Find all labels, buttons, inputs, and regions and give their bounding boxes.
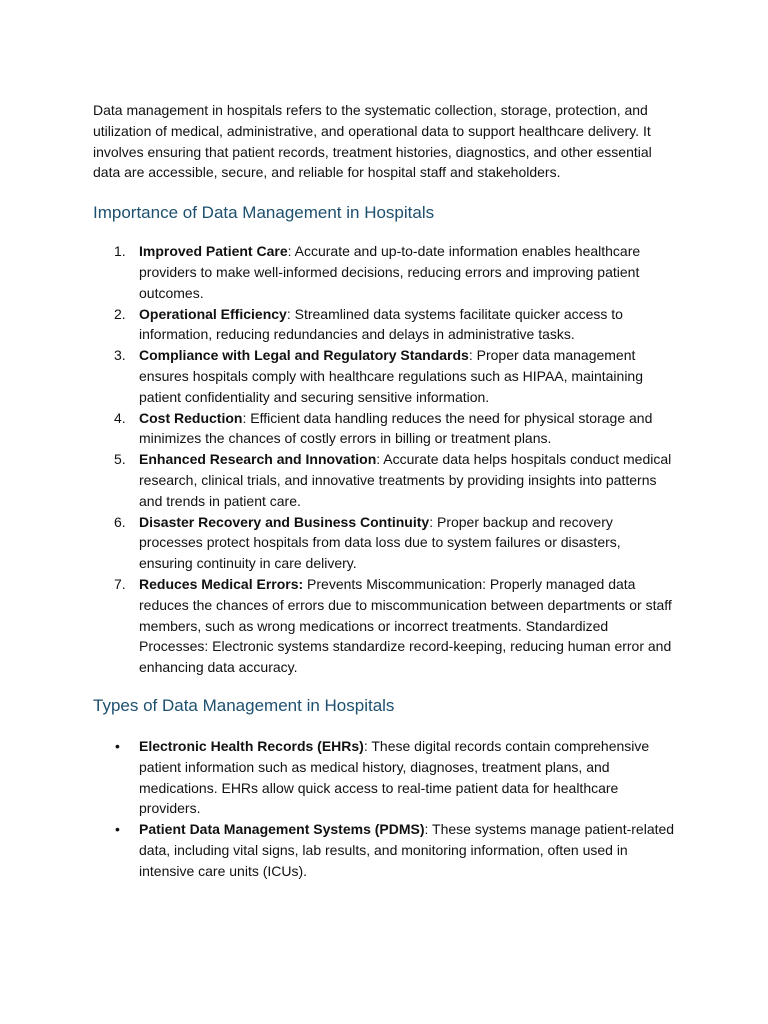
importance-heading: Importance of Data Management in Hospitals xyxy=(93,203,435,223)
list-item xyxy=(93,574,678,678)
item-number: 7. xyxy=(114,575,126,592)
item-text: : Accurate and up-to-date information enables healthcare providers to make well-informed decisions, reducing errors and improving patient outcomes. xyxy=(139,243,641,301)
list-item xyxy=(93,736,678,819)
item-title: Disaster Recovery and Business Continuity xyxy=(139,513,430,530)
types-list xyxy=(93,736,678,882)
item-title: Operational Efficiency xyxy=(139,305,287,322)
item-text: : Proper backup and recovery processes protect hospitals from data loss due to system failures or disasters, ensuring continuity in care delivery. xyxy=(139,513,621,572)
list-item xyxy=(93,408,678,450)
item-text: : Proper data management ensures hospitals comply with healthcare regulations such as HIPAA, maintaining patient confidentiality and securing sensitive information. xyxy=(139,347,643,405)
item-title: Patient Data Management Systems (PDMS) xyxy=(139,821,425,838)
list-item xyxy=(93,819,678,881)
document-page xyxy=(93,100,678,882)
item-text: Prevents Miscommunication: Properly managed data reduces the chances of errors due to miscommunication between departments or staff members, such as wrong medications or incorrect treatments. Standardized Processes: Electronic systems standardize record-keeping, reducing human error and enhancing data accuracy. xyxy=(139,575,672,676)
item-text: : These systems manage patient-related data, including vital signs, lab results, and monitoring information, often used in intensive care units (ICUs). xyxy=(139,821,675,879)
list-item xyxy=(93,512,678,574)
types-heading: Types of Data Management in Hospitals xyxy=(93,695,395,715)
item-title: Electronic Health Records (EHRs) xyxy=(139,737,364,754)
item-number: 2. xyxy=(114,305,126,322)
item-number: 3. xyxy=(114,347,126,364)
item-number: 5. xyxy=(114,451,126,468)
item-title: Compliance with Legal and Regulatory Standards xyxy=(139,347,469,364)
item-title: Reduces Medical Errors: xyxy=(139,575,304,592)
item-title: Improved Patient Care xyxy=(139,243,288,260)
intro-paragraph: Data management in hospitals refers to the systematic collection, storage, protection, and utilization of medical, administrative, and operational data to support healthcare delivery. It involves ensuring that patient records, treatment histories, diagnostics, and other essential data are accessible, secure, and reliable for hospital staff and stakeholders. xyxy=(93,102,652,181)
item-text: : These digital records contain comprehensive patient information such as medical history, diagnoses, treatment plans, and medications. EHRs allow quick access to real-time patient data for healthcare providers. xyxy=(139,737,650,817)
item-text: : Accurate data helps hospitals conduct medical research, clinical trials, and innovative treatments by providing insights into patterns and trends in patient care. xyxy=(139,451,672,509)
item-number: 1. xyxy=(114,243,126,260)
list-item xyxy=(93,304,678,346)
bullet-icon: • xyxy=(115,821,120,838)
item-number: 4. xyxy=(114,409,126,426)
bullet-icon: • xyxy=(115,737,120,754)
item-title: Cost Reduction xyxy=(139,409,243,426)
item-text: : Streamlined data systems facilitate quicker access to information, reducing redundancies and delays in administrative tasks. xyxy=(139,305,623,343)
list-item xyxy=(93,449,678,511)
item-title: Enhanced Research and Innovation xyxy=(139,451,377,468)
importance-list xyxy=(93,241,678,678)
list-item xyxy=(93,345,678,407)
list-item xyxy=(93,241,678,303)
item-text: : Efficient data handling reduces the need for physical storage and minimizes the chances of costly errors in billing or treatment plans. xyxy=(139,409,653,447)
item-number: 6. xyxy=(114,513,126,530)
